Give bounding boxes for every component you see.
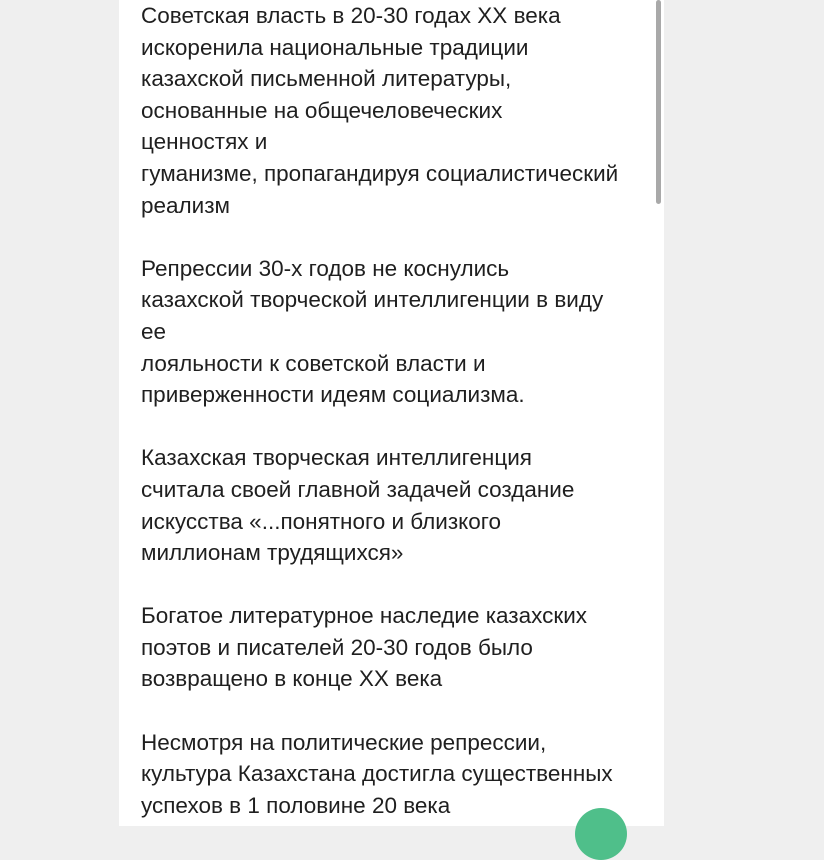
paragraph-gap — [141, 569, 646, 601]
statement-line: приверженности идеям социализма. — [141, 382, 525, 408]
statement-line: искусства «...понятного и близкого — [141, 508, 502, 534]
statement-5 — [141, 727, 646, 822]
statement-line: поэтов и писателей 20-30 годов было — [141, 634, 533, 660]
statement-line: искоренила национальные традиции — [141, 34, 529, 60]
statement-line: ценностях и — [141, 129, 268, 155]
statement-list — [141, 0, 646, 821]
paragraph-gap — [141, 411, 646, 443]
statement-line: возвращено в конце XX века — [141, 666, 443, 692]
statement-line: миллионам трудящихся» — [141, 540, 404, 566]
statement-line: Богатое литературное наследие казахских — [141, 603, 588, 629]
paragraph-gap — [141, 221, 646, 253]
statement-line: казахской письменной литературы, — [141, 66, 512, 92]
statement-line: реализм — [141, 192, 231, 218]
scrollbar-thumb[interactable] — [656, 0, 661, 204]
statement-line: основанные на общечеловеческих — [141, 97, 503, 123]
content-panel — [119, 0, 664, 826]
statement-1 — [141, 0, 646, 221]
statement-3 — [141, 442, 646, 568]
statement-line: успехов в 1 половине 20 века — [141, 792, 451, 818]
statement-2 — [141, 253, 646, 411]
paragraph-gap — [141, 695, 646, 727]
statement-line: Репрессии 30-х годов не коснулись — [141, 255, 510, 281]
statement-line: культура Казахстана достигла существенных — [141, 761, 613, 787]
statement-line: считала своей главной задачей создание — [141, 476, 575, 502]
statement-line: ее — [141, 318, 167, 344]
statement-line: казахской творческой интеллигенции в виду — [141, 287, 604, 313]
statement-line: Советская власть в 20-30 годах XX века — [141, 3, 561, 28]
statement-line: лояльности к советской власти и — [141, 350, 486, 376]
statement-line: гуманизме, пропагандируя социалистический — [141, 160, 619, 186]
statement-4 — [141, 600, 646, 695]
statement-line: Казахская творческая интеллигенция — [141, 445, 532, 471]
statement-line: Несмотря на политические репрессии, — [141, 729, 547, 755]
floating-action-button[interactable] — [575, 808, 627, 860]
